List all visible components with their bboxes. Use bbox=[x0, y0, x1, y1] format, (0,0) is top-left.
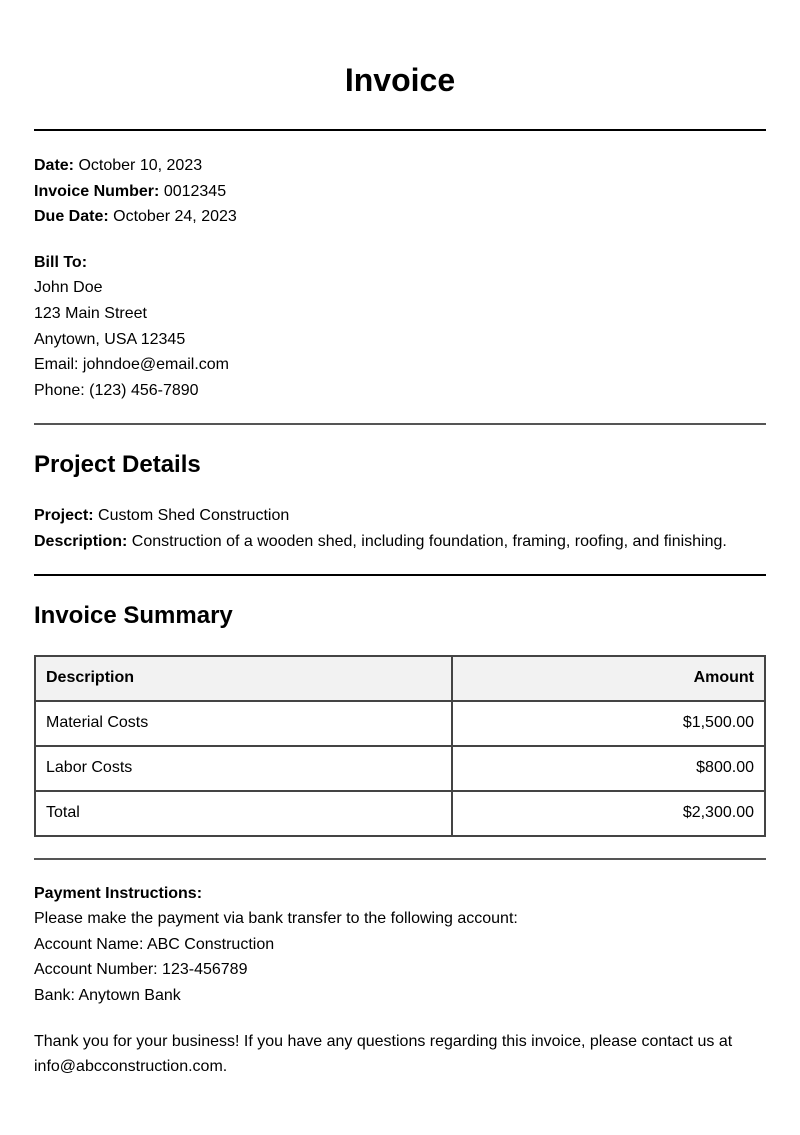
row-description: Total bbox=[35, 791, 452, 836]
project-value: Custom Shed Construction bbox=[98, 507, 290, 525]
divider bbox=[34, 129, 766, 131]
date-value: October 10, 2023 bbox=[78, 157, 203, 174]
project-line bbox=[34, 503, 766, 529]
due-date-line bbox=[34, 204, 766, 230]
column-header-description: Description bbox=[35, 656, 452, 701]
column-header-amount: Amount bbox=[452, 656, 765, 701]
due-date-value: October 24, 2023 bbox=[113, 208, 237, 226]
thank-you-note: Thank you for your business! If you have any questions regarding this invoice, please contact us at info@abcconstruction.com. bbox=[34, 1032, 733, 1076]
due-date-label: Due Date: bbox=[34, 208, 109, 226]
row-description: Labor Costs bbox=[35, 746, 452, 791]
invoice-number-label: Invoice Number: bbox=[34, 182, 160, 200]
bill-to-block bbox=[34, 250, 766, 404]
account-number: Account Number: 123-456789 bbox=[34, 961, 248, 979]
table-header-row bbox=[35, 656, 765, 701]
row-description: Material Costs bbox=[35, 701, 452, 746]
row-amount: $2,300.00 bbox=[452, 791, 765, 836]
invoice-summary-heading: Invoice Summary bbox=[34, 601, 233, 629]
bill-to-city: Anytown, USA 12345 bbox=[34, 330, 186, 348]
date-label: Date: bbox=[34, 157, 75, 174]
description-label: Description: bbox=[34, 532, 128, 550]
bank-name: Bank: Anytown Bank bbox=[34, 986, 181, 1004]
row-amount: $1,500.00 bbox=[452, 701, 765, 746]
divider bbox=[34, 574, 766, 576]
description-line bbox=[34, 529, 766, 555]
bill-to-phone: Phone: (123) 456-7890 bbox=[34, 381, 199, 399]
invoice-summary-table bbox=[34, 655, 766, 837]
payment-label: Payment Instructions: bbox=[34, 884, 203, 902]
date-line bbox=[34, 153, 766, 179]
payment-intro: Please make the payment via bank transfer to the following account: bbox=[34, 910, 518, 928]
page-title: Invoice bbox=[344, 62, 456, 98]
invoice-page bbox=[34, 0, 766, 1080]
project-details-heading: Project Details bbox=[34, 451, 201, 479]
table-row bbox=[35, 746, 765, 791]
project-label: Project: bbox=[34, 507, 94, 525]
payment-instructions bbox=[34, 881, 766, 1009]
table-row-total bbox=[35, 791, 765, 836]
invoice-number-value: 0012345 bbox=[163, 182, 227, 200]
bill-to-email: Email: johndoe@email.com bbox=[34, 356, 229, 374]
table-row bbox=[35, 701, 765, 746]
divider bbox=[34, 423, 766, 425]
invoice-number-line bbox=[34, 179, 766, 205]
project-details bbox=[34, 503, 766, 554]
row-amount: $800.00 bbox=[452, 746, 765, 791]
bill-to-label: Bill To: bbox=[34, 253, 88, 271]
invoice-meta bbox=[34, 153, 766, 230]
description-value: Construction of a wooden shed, including foundation, framing, roofing, and finishing. bbox=[131, 532, 727, 550]
bill-to-name: John Doe bbox=[34, 279, 103, 297]
bill-to-street: 123 Main Street bbox=[34, 304, 147, 322]
divider bbox=[34, 858, 766, 860]
account-name: Account Name: ABC Construction bbox=[34, 935, 275, 953]
